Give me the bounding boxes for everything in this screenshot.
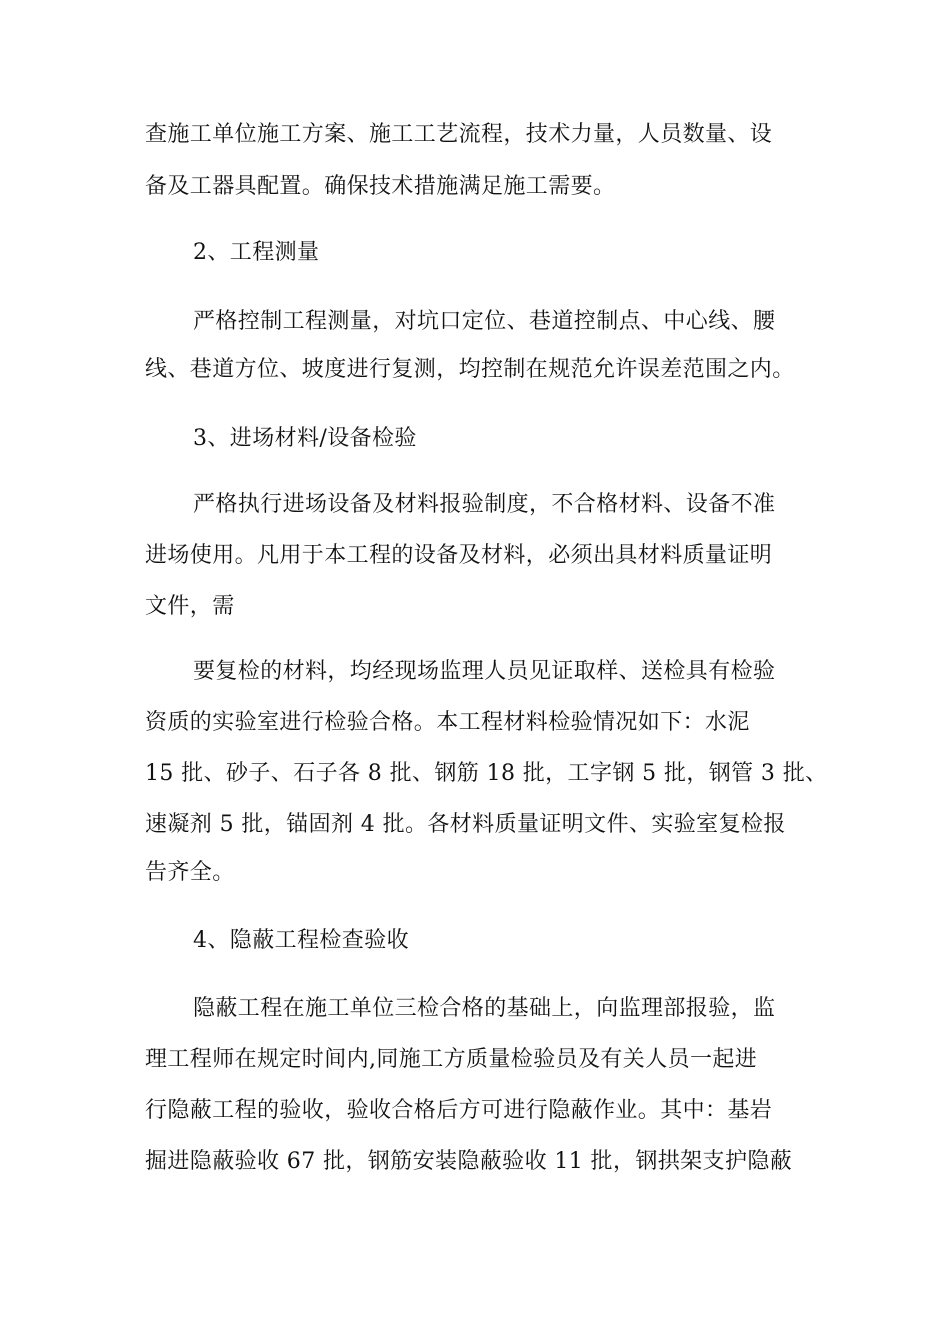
paragraph-line: 15 批、砂子、石子各 8 批、钢筋 18 批，工字钢 5 批，钢管 3 批、	[145, 761, 828, 786]
paragraph-line: 严格执行进场设备及材料报验制度，不合格材料、设备不准	[193, 492, 776, 517]
section-heading: 2、工程测量	[193, 240, 320, 265]
paragraph-line: 进场使用。凡用于本工程的设备及材料，必须出具材料质量证明	[145, 543, 773, 568]
paragraph-line: 隐蔽工程在施工单位三检合格的基础上，向监理部报验，监	[193, 996, 776, 1021]
paragraph-line: 文件，需	[145, 594, 235, 619]
paragraph-line: 资质的实验室进行检验合格。本工程材料检验情况如下：水泥	[145, 710, 750, 735]
paragraph-line: 理工程师在规定时间内,同施工方质量检验员及有关人员一起进	[145, 1047, 758, 1072]
paragraph-line: 备及工器具配置。确保技术措施满足施工需要。	[145, 174, 616, 199]
paragraph-line: 严格控制工程测量，对坑口定位、巷道控制点、中心线、腰	[193, 309, 776, 334]
section-heading: 3、进场材料/设备检验	[193, 426, 417, 451]
paragraph-line: 查施工单位施工方案、施工工艺流程，技术力量，人员数量、设	[145, 122, 773, 147]
section-heading: 4、隐蔽工程检查验收	[193, 928, 409, 953]
paragraph-line: 掘进隐蔽验收 67 批，钢筋安装隐蔽验收 11 批，钢拱架支护隐蔽	[145, 1149, 793, 1174]
paragraph-line: 要复检的材料，均经现场监理人员见证取样、送检具有检验	[193, 659, 776, 684]
paragraph-line: 速凝剂 5 批，锚固剂 4 批。各材料质量证明文件、实验室复检报	[145, 812, 786, 837]
paragraph-line: 行隐蔽工程的验收，验收合格后方可进行隐蔽作业。其中：基岩	[145, 1098, 773, 1123]
paragraph-line: 告齐全。	[145, 860, 235, 885]
paragraph-line: 线、巷道方位、坡度进行复测，均控制在规范允许误差范围之内。	[145, 357, 795, 382]
